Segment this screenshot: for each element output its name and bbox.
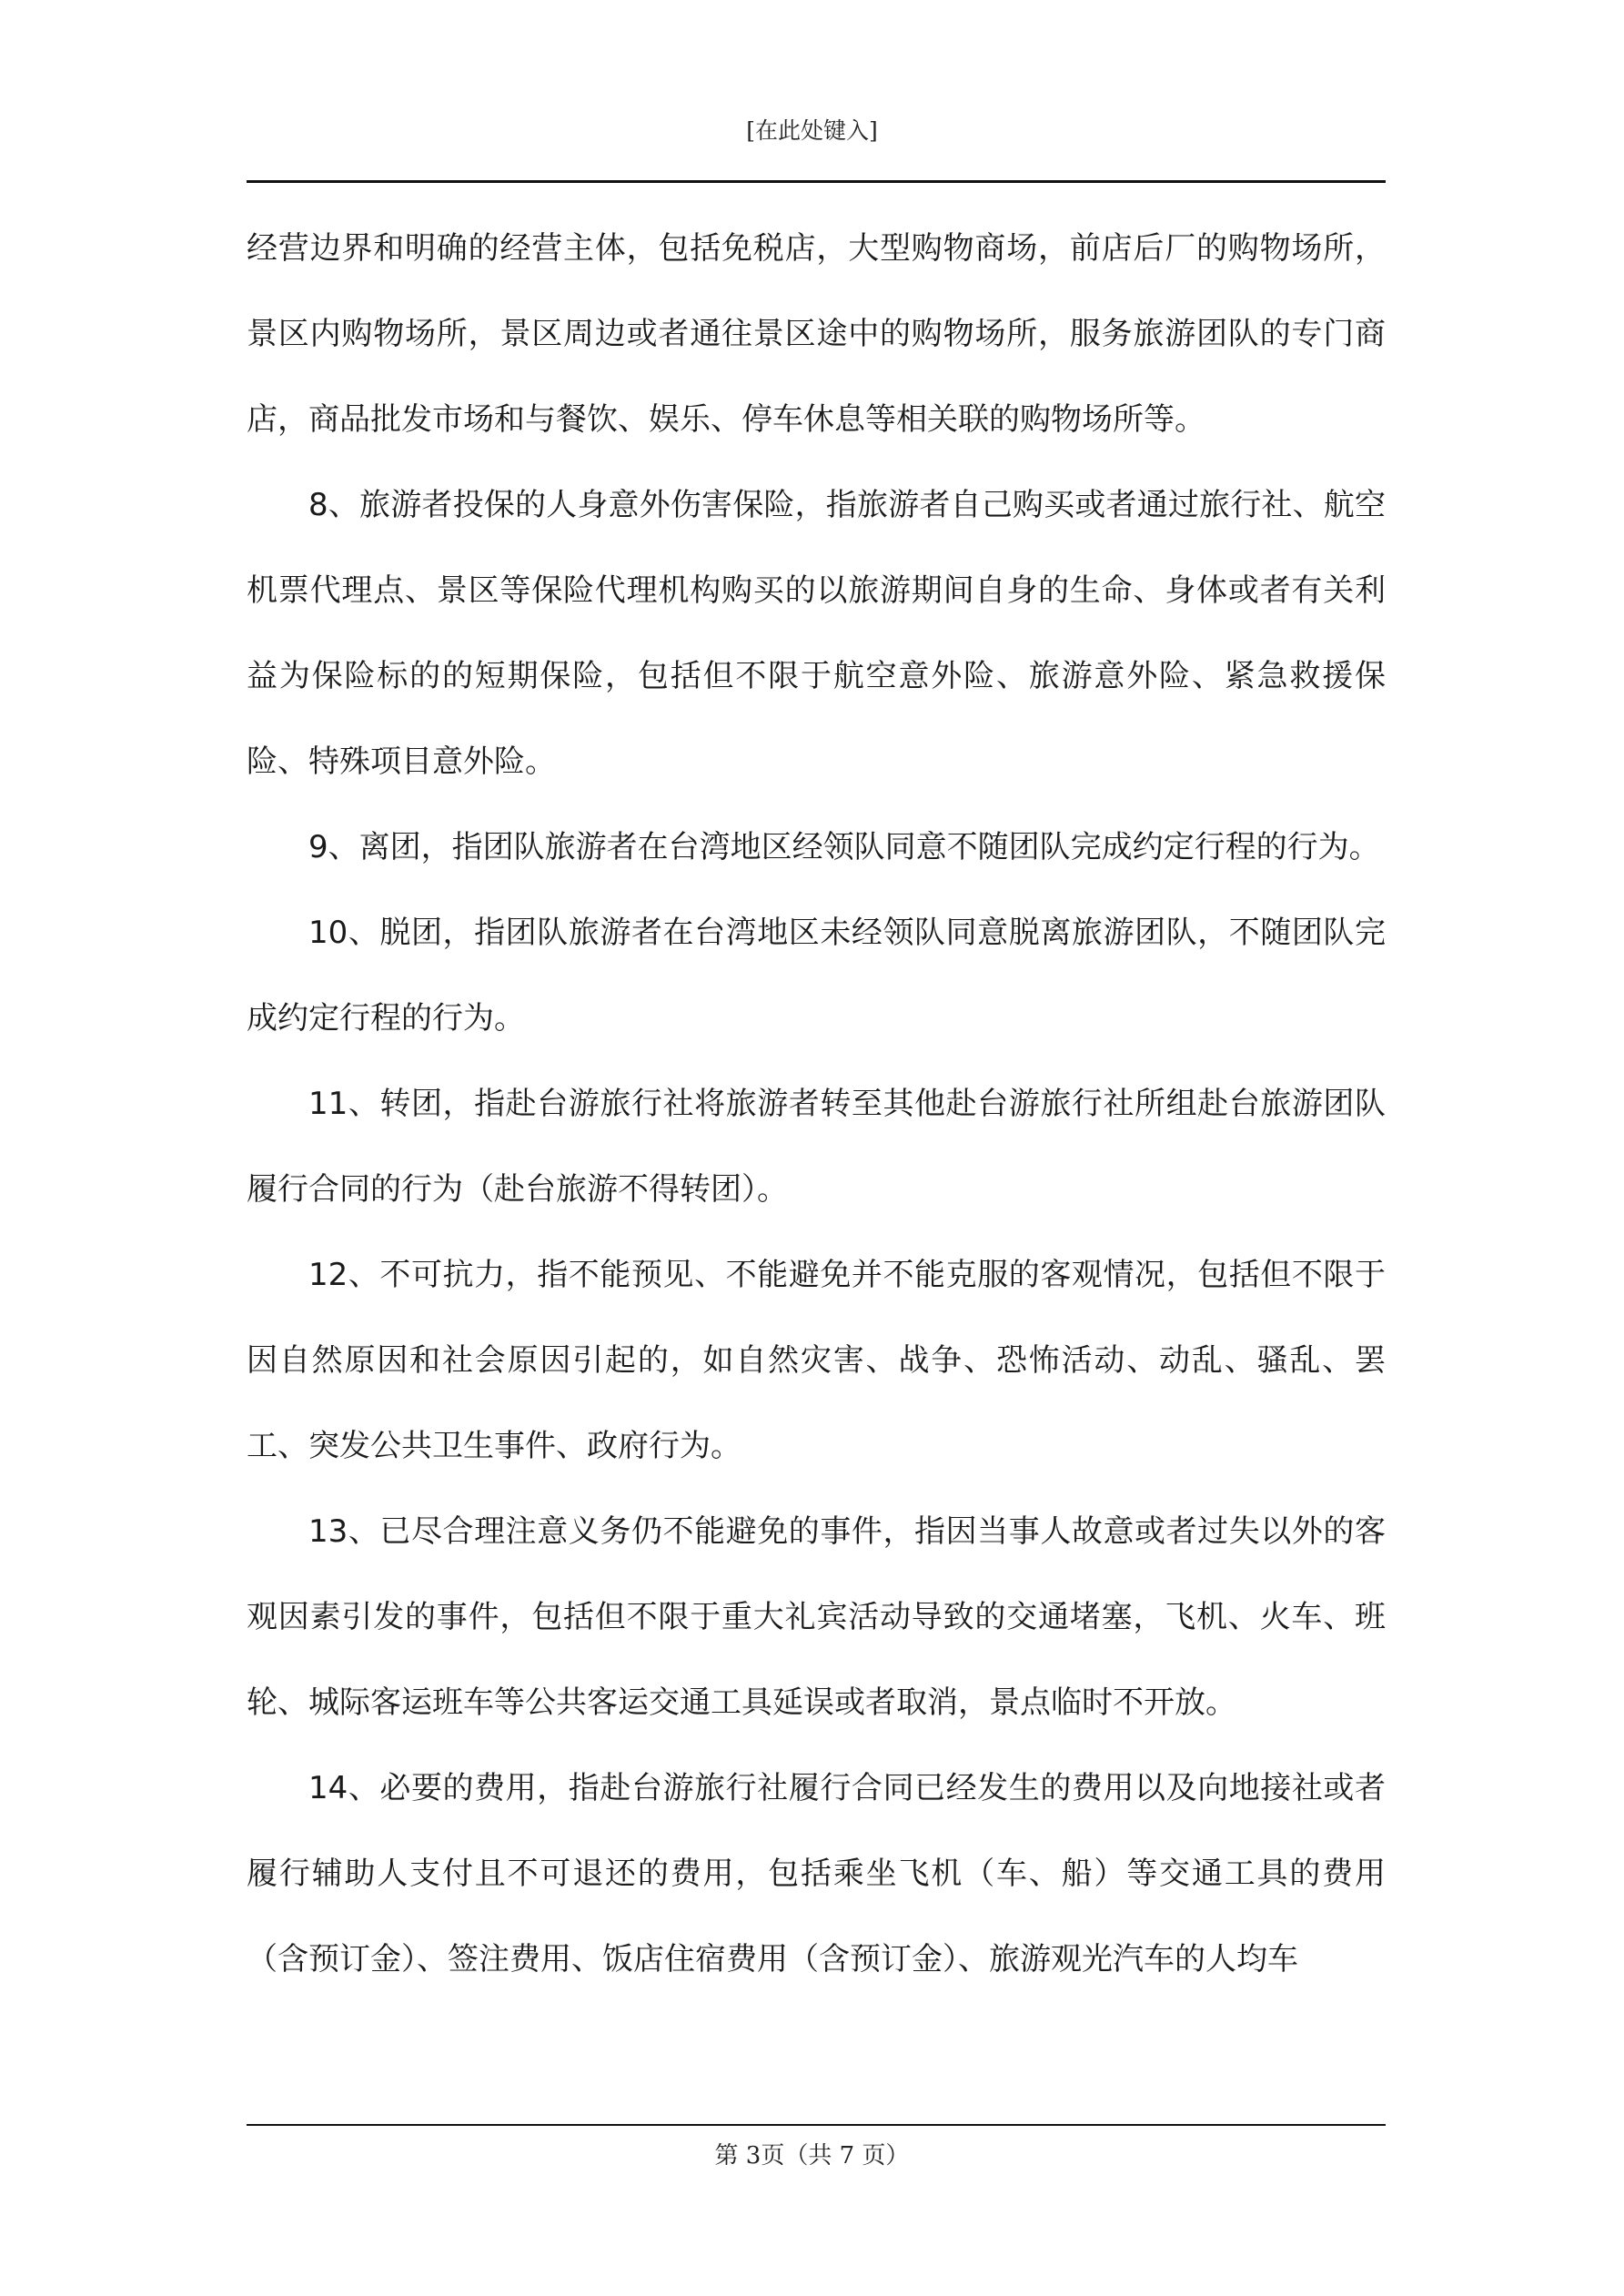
paragraph-item-14: 14、必要的费用，指赴台游旅行社履行合同已经发生的费用以及向地接社或者履行辅助人支付且不可退还的费用，包括乘坐飞机（车、船）等交通工具的费用（含预订金）、签注费用、饭店住宿费用（含预订金）、旅游观光汽车的人均车 xyxy=(247,1770,1386,1977)
document-body xyxy=(247,206,1386,2002)
page-number-label: 第 3页（共 7 页） xyxy=(714,2142,910,2170)
paragraph-item-11: 11、转团，指赴台游旅行社将旅游者转至其他赴台游旅行社所组赴台旅游团队履行合同的行为（赴台旅游不得转团）。 xyxy=(247,1086,1386,1208)
paragraph-item-10: 10、脱团，指团队旅游者在台湾地区未经领队同意脱离旅游团队，不随团队完成约定行程的行为。 xyxy=(247,915,1386,1037)
page-header-placeholder: [在此处键入] xyxy=(746,117,878,144)
footer-divider xyxy=(247,2124,1386,2126)
header-divider xyxy=(247,180,1386,183)
paragraph-item-13: 13、已尽合理注意义务仍不能避免的事件，指因当事人故意或者过失以外的客观因素引发的事件，包括但不限于重大礼宾活动导致的交通堵塞，飞机、火车、班轮、城际客运班车等公共客运交通工具延误或者取消，景点临时不开放。 xyxy=(247,1513,1386,1721)
paragraph-continuation: 经营边界和明确的经营主体，包括免税店，大型购物商场，前店后厂的购物场所，景区内购物场所，景区周边或者通往景区途中的购物场所，服务旅游团队的专门商店，商品批发市场和与餐饮、娱乐、停车休息等相关联的购物场所等。 xyxy=(247,230,1386,438)
paragraph-item-8: 8、旅游者投保的人身意外伤害保险，指旅游者自己购买或者通过旅行社、航空机票代理点、景区等保险代理机构购买的以旅游期间自身的生命、身体或者有关利益为保险标的的短期保险，包括但不限于航空意外险、旅游意外险、紧急救援保险、特殊项目意外险。 xyxy=(247,487,1386,780)
paragraph-item-12: 12、不可抗力，指不能预见、不能避免并不能克服的客观情况，包括但不限于因自然原因和社会原因引起的，如自然灾害、战争、恐怖活动、动乱、骚乱、罢工、突发公共卫生事件、政府行为。 xyxy=(247,1257,1386,1464)
paragraph-item-9: 9、离团，指团队旅游者在台湾地区经领队同意不随团队完成约定行程的行为。 xyxy=(308,829,1380,865)
